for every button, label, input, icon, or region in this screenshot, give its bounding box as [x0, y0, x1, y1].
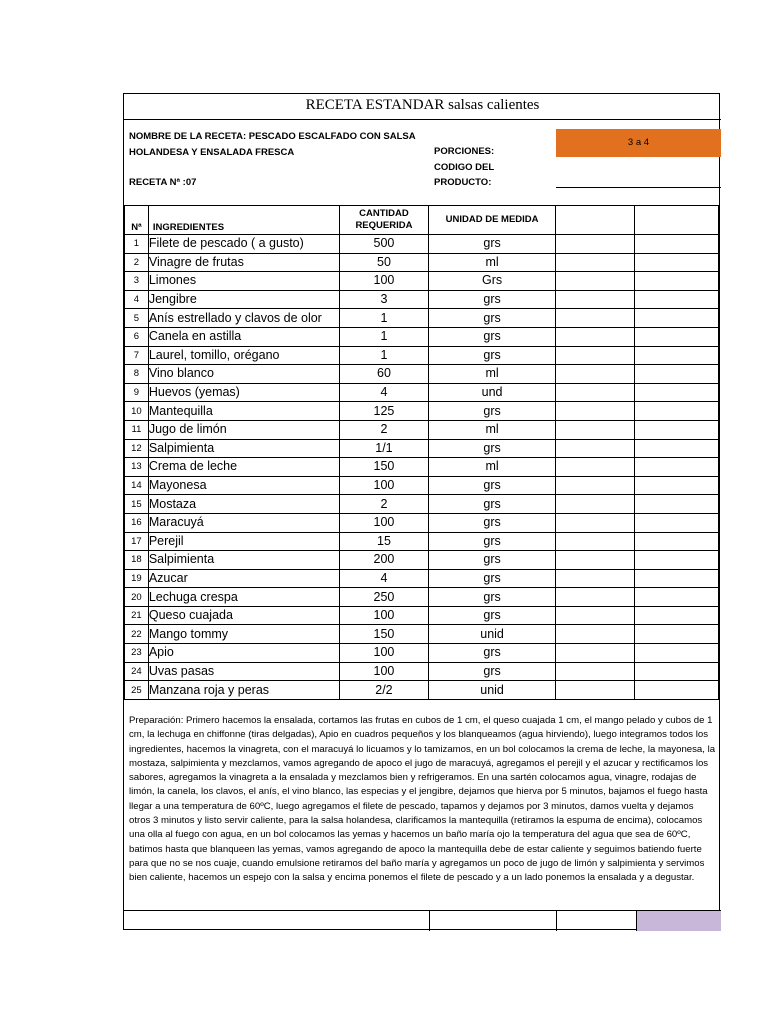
empty-cell: [555, 402, 634, 421]
empty-cell: [634, 420, 718, 439]
empty-cell: [555, 532, 634, 551]
row-number: 4: [125, 290, 149, 309]
empty-cell: [555, 662, 634, 681]
ingredient-unit: grs: [429, 439, 556, 458]
footer-row: [124, 910, 721, 931]
footer-divider: [556, 911, 557, 931]
ingredient-name: Limones: [148, 272, 339, 291]
ingredient-quantity: 2: [339, 495, 429, 514]
empty-cell: [634, 402, 718, 421]
ingredient-quantity: 100: [339, 476, 429, 495]
ingredient-quantity: 4: [339, 383, 429, 402]
ingredient-unit: unid: [429, 681, 556, 700]
ingredient-quantity: 150: [339, 458, 429, 477]
empty-cell: [634, 458, 718, 477]
ingredient-quantity: 50: [339, 253, 429, 272]
ingredient-name: Filete de pescado ( a gusto): [148, 235, 339, 254]
ingredient-name: Jugo de limón: [148, 420, 339, 439]
ingredient-quantity: 1: [339, 327, 429, 346]
recipe-name-line1: NOMBRE DE LA RECETA: PESCADO ESCALFADO CON SALSA: [129, 131, 416, 142]
empty-cell: [634, 662, 718, 681]
empty-cell: [555, 235, 634, 254]
ingredient-quantity: 60: [339, 365, 429, 384]
table-row: [125, 458, 719, 477]
code-label-line2: PRODUCTO:: [434, 177, 492, 188]
empty-cell: [555, 476, 634, 495]
row-number: 16: [125, 513, 149, 532]
table-row: [125, 625, 719, 644]
code-label-line1: CODIGO DEL: [434, 162, 495, 173]
ingredient-unit: ml: [429, 253, 556, 272]
ingredient-unit: grs: [429, 476, 556, 495]
ingredient-name: Salpimienta: [148, 551, 339, 570]
empty-cell: [634, 588, 718, 607]
table-row: [125, 365, 719, 384]
row-number: 13: [125, 458, 149, 477]
row-number: 5: [125, 309, 149, 328]
ingredient-quantity: 100: [339, 272, 429, 291]
ingredient-name: Vinagre de frutas: [148, 253, 339, 272]
ingredient-unit: grs: [429, 309, 556, 328]
empty-cell: [634, 495, 718, 514]
table-row: [125, 532, 719, 551]
empty-cell: [555, 644, 634, 663]
empty-cell: [634, 346, 718, 365]
empty-cell: [555, 365, 634, 384]
col-extra-1-header: [555, 206, 634, 235]
table-row: [125, 439, 719, 458]
ingredient-name: Mayonesa: [148, 476, 339, 495]
row-number: 6: [125, 327, 149, 346]
empty-cell: [555, 327, 634, 346]
ingredient-name: Anís estrellado y clavos de olor: [148, 309, 339, 328]
empty-cell: [555, 513, 634, 532]
ingredient-unit: grs: [429, 532, 556, 551]
ingredient-unit: grs: [429, 644, 556, 663]
col-qty-header: [339, 206, 429, 235]
empty-cell: [555, 625, 634, 644]
empty-cell: [634, 383, 718, 402]
empty-cell: [634, 681, 718, 700]
row-number: 21: [125, 606, 149, 625]
row-number: 2: [125, 253, 149, 272]
ingredient-name: Manzana roja y peras: [148, 681, 339, 700]
empty-cell: [634, 327, 718, 346]
row-number: 15: [125, 495, 149, 514]
ingredient-quantity: 1: [339, 309, 429, 328]
empty-cell: [555, 606, 634, 625]
table-row: [125, 495, 719, 514]
ingredient-name: Mantequilla: [148, 402, 339, 421]
table-row: [125, 272, 719, 291]
ingredient-name: Apio: [148, 644, 339, 663]
ingredient-unit: grs: [429, 588, 556, 607]
row-number: 9: [125, 383, 149, 402]
ingredient-quantity: 250: [339, 588, 429, 607]
empty-cell: [634, 476, 718, 495]
row-number: 23: [125, 644, 149, 663]
empty-cell: [555, 420, 634, 439]
table-row: [125, 551, 719, 570]
empty-cell: [555, 272, 634, 291]
empty-cell: [555, 569, 634, 588]
ingredient-quantity: 15: [339, 532, 429, 551]
ingredient-quantity: 3: [339, 290, 429, 309]
empty-cell: [634, 551, 718, 570]
ingredient-quantity: 100: [339, 662, 429, 681]
empty-cell: [634, 309, 718, 328]
ingredient-name: Uvas pasas: [148, 662, 339, 681]
ingredient-quantity: 1: [339, 346, 429, 365]
row-number: 25: [125, 681, 149, 700]
table-row: [125, 402, 719, 421]
table-row: [125, 253, 719, 272]
ingredient-quantity: 125: [339, 402, 429, 421]
ingredient-unit: unid: [429, 625, 556, 644]
col-num-header: Nª: [125, 206, 149, 235]
ingredient-quantity: 200: [339, 551, 429, 570]
empty-cell: [555, 551, 634, 570]
ingredient-unit: grs: [429, 235, 556, 254]
table-row: [125, 420, 719, 439]
row-number: 24: [125, 662, 149, 681]
table-row: [125, 346, 719, 365]
ingredient-unit: Grs: [429, 272, 556, 291]
ingredient-unit: ml: [429, 420, 556, 439]
ingredient-unit: grs: [429, 290, 556, 309]
empty-cell: [634, 290, 718, 309]
table-row: [125, 513, 719, 532]
footer-divider: [429, 911, 430, 931]
ingredient-name: Azucar: [148, 569, 339, 588]
ingredient-quantity: 1/1: [339, 439, 429, 458]
table-row: [125, 383, 719, 402]
table-row: [125, 476, 719, 495]
ingredient-name: Maracuyá: [148, 513, 339, 532]
ingredient-name: Jengibre: [148, 290, 339, 309]
col-unit-header: UNIDAD DE MEDIDA: [429, 206, 556, 235]
ingredient-quantity: 500: [339, 235, 429, 254]
ingredient-unit: grs: [429, 569, 556, 588]
empty-cell: [555, 495, 634, 514]
ingredient-name: Vino blanco: [148, 365, 339, 384]
recipe-sheet: [123, 93, 720, 930]
ingredient-unit: grs: [429, 606, 556, 625]
ingredient-name: Perejil: [148, 532, 339, 551]
empty-cell: [555, 588, 634, 607]
ingredient-name: Canela en astilla: [148, 327, 339, 346]
recipe-name-line2: HOLANDESA Y ENSALADA FRESCA: [129, 147, 295, 158]
empty-cell: [634, 365, 718, 384]
empty-cell: [634, 606, 718, 625]
ingredient-unit: grs: [429, 346, 556, 365]
empty-cell: [634, 235, 718, 254]
row-number: 20: [125, 588, 149, 607]
empty-cell: [634, 625, 718, 644]
empty-cell: [634, 253, 718, 272]
empty-cell: [634, 272, 718, 291]
ingredient-unit: grs: [429, 662, 556, 681]
table-row: [125, 569, 719, 588]
portions-label: PORCIONES:: [434, 146, 495, 157]
ingredient-quantity: 100: [339, 513, 429, 532]
table-row: [125, 662, 719, 681]
table-row: [125, 290, 719, 309]
recipe-name: [129, 130, 416, 159]
row-number: 17: [125, 532, 149, 551]
ingredient-unit: grs: [429, 327, 556, 346]
ingredient-unit: ml: [429, 458, 556, 477]
row-number: 18: [125, 551, 149, 570]
row-number: 22: [125, 625, 149, 644]
table-row: [125, 309, 719, 328]
footer-divider: [636, 911, 637, 931]
ingredient-quantity: 2/2: [339, 681, 429, 700]
ingredient-name: Lechuga crespa: [148, 588, 339, 607]
ingredients-table: [124, 205, 719, 700]
empty-cell: [634, 569, 718, 588]
row-number: 1: [125, 235, 149, 254]
page-title: RECETA ESTANDAR salsas calientes: [124, 94, 721, 120]
empty-cell: [634, 532, 718, 551]
ingredient-name: Mostaza: [148, 495, 339, 514]
row-number: 11: [125, 420, 149, 439]
row-number: 8: [125, 365, 149, 384]
ingredient-unit: und: [429, 383, 556, 402]
table-row: [125, 644, 719, 663]
ingredient-unit: ml: [429, 365, 556, 384]
row-number: 10: [125, 402, 149, 421]
col-ingredient-header: INGREDIENTES: [148, 206, 339, 235]
empty-cell: [555, 383, 634, 402]
row-number: 12: [125, 439, 149, 458]
col-qty-header-line2: REQUERIDA: [355, 220, 413, 231]
empty-cell: [555, 458, 634, 477]
empty-cell: [555, 309, 634, 328]
ingredient-name: Crema de leche: [148, 458, 339, 477]
empty-cell: [555, 290, 634, 309]
recipe-number: RECETA Nª :07: [129, 177, 197, 188]
ingredient-name: Mango tommy: [148, 625, 339, 644]
col-qty-header-line1: CANTIDAD: [359, 208, 409, 219]
ingredient-name: Queso cuajada: [148, 606, 339, 625]
ingredient-unit: grs: [429, 551, 556, 570]
row-number: 7: [125, 346, 149, 365]
ingredient-unit: grs: [429, 495, 556, 514]
ingredient-name: Huevos (yemas): [148, 383, 339, 402]
ingredient-quantity: 150: [339, 625, 429, 644]
col-extra-2-header: [634, 206, 718, 235]
ingredient-quantity: 2: [339, 420, 429, 439]
ingredient-unit: grs: [429, 513, 556, 532]
ingredient-quantity: 4: [339, 569, 429, 588]
preparation-text: Preparación: Primero hacemos la ensalada, cortamos las frutas en cubos de 1 cm, el queso cuajada 1 cm, el mango pelado y cubos de 1 cm, la lechuga en chiffonne (tiras delgadas), Apio en cuadros pequeños y los blanqueamos (agua hirviendo), luego integramos todos los ingredientes, hacemos la vinagreta, con el maracuyá lo licuamos y lo tamizamos, en un bol colocamos la crema de leche, la mayonesa, la mostaza, salpimienta y mezclamos, vamos agregando de apoco el jugo de maracuyá, agregamos el perejil y el azucar y rectificamos los sabores, agregamos la vinagreta a la ensalada y mezclamos bien y refrigeramos. En una sartén colocamos agua, vinagre, rodajas de limón, la canela, los clavos, el anís, el vino blanco, las especias y el jengibre, dejamos que hierva por 5 minutos, bajamos el fuego hasta llegar a una temperatura de 60ºC, luego agregamos el filete de pescado, tapamos y dejamos por 3 minutos, damos vuelta y dejamos otros 3 minutos y listo servir caliente, para la salsa holandesa, clarificamos la mantequilla (retiramos la espuma de encima), colocamos una olla al fuego con agua, en un bol colocamos las yemas y hacemos un baño maría ojo la temperatura del agua que sea de 60ºC, batimos hasta que blanqueen las yemas, vamos agregando de apoco la mantequilla debe de estar caliente y seguimos batiendo fuerte para que no se nos cuaje, cuando emulsione retiramos del baño maría y agregamos un poco de jugo de limón y salpimienta y servimos bien caliente, hacemos un espejo con la salsa y encima ponemos el filete de pescado y a un lado ponemos la ensalada y a degustar.: [129, 715, 716, 884]
table-row: [125, 606, 719, 625]
empty-cell: [555, 346, 634, 365]
empty-cell: [555, 681, 634, 700]
ingredient-quantity: 100: [339, 644, 429, 663]
ingredient-unit: grs: [429, 402, 556, 421]
table-row: [125, 235, 719, 254]
table-row: [125, 588, 719, 607]
table-header-row: [125, 206, 719, 235]
footer-filled-cell: [636, 911, 721, 931]
row-number: 19: [125, 569, 149, 588]
ingredient-quantity: 100: [339, 606, 429, 625]
portions-value: 3 a 4: [556, 129, 721, 157]
code-value-line: [556, 187, 721, 188]
table-row: [125, 327, 719, 346]
empty-cell: [555, 439, 634, 458]
empty-cell: [634, 513, 718, 532]
row-number: 3: [125, 272, 149, 291]
empty-cell: [634, 439, 718, 458]
table-row: [125, 681, 719, 700]
empty-cell: [555, 253, 634, 272]
ingredient-name: Laurel, tomillo, orégano: [148, 346, 339, 365]
row-number: 14: [125, 476, 149, 495]
empty-cell: [634, 644, 718, 663]
ingredient-name: Salpimienta: [148, 439, 339, 458]
